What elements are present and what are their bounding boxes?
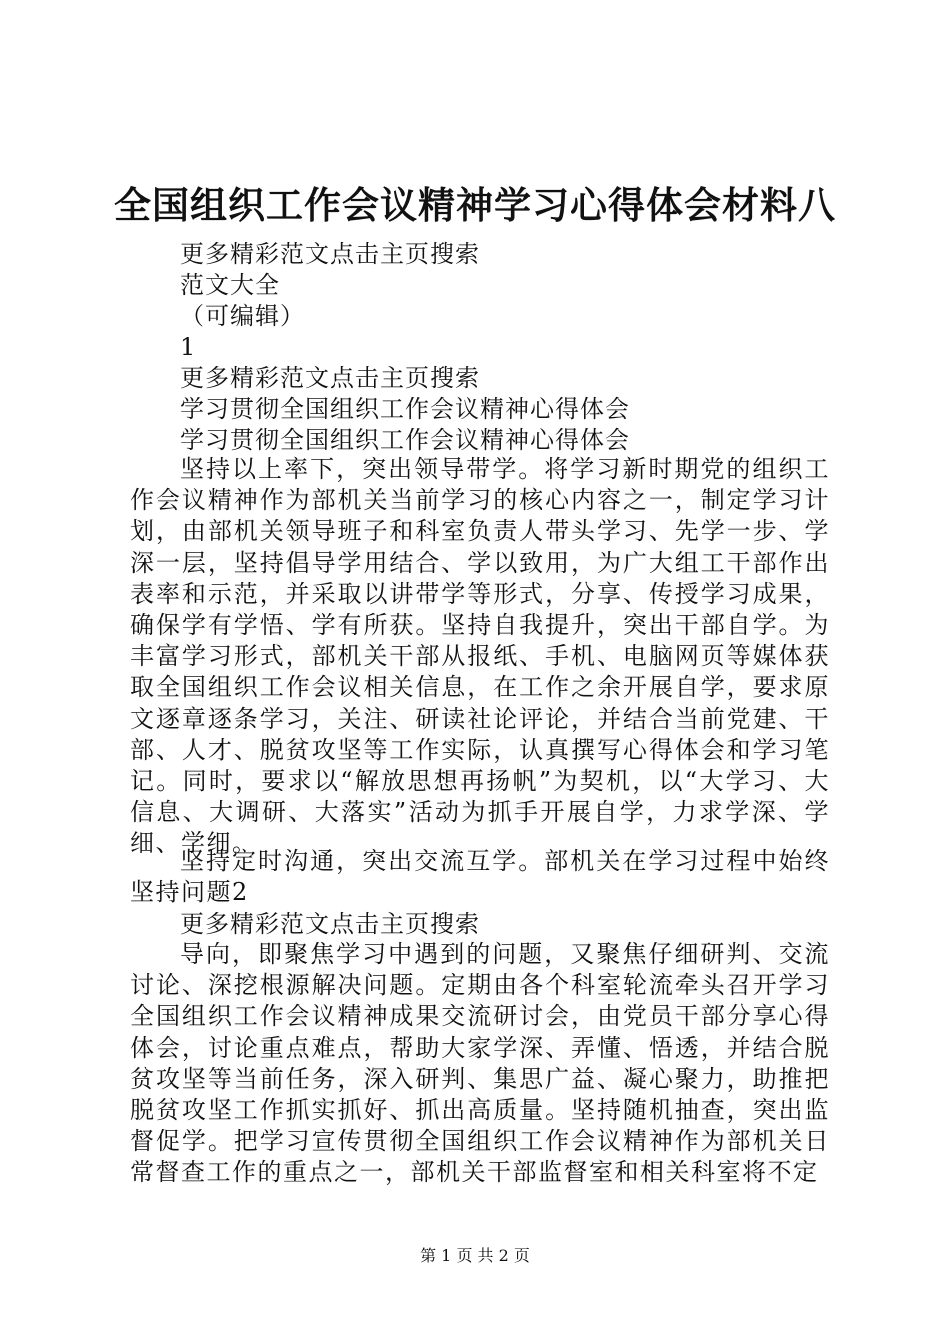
promo-line: 更多精彩范文点击主页搜索 [180,240,480,268]
subtitle-line: 学习贯彻全国组织工作会议精神心得体会 [180,426,630,454]
body-paragraph: 坚持以上率下，突出领导带学。将学习新时期党的组织工作会议精神作为部机关当前学习的核心内容之一，制定学习计划，由部机关领导班子和科室负责人带头学习、先学一步、学深一层，坚持倡导学用结合、学以致用，为广大组工干部作出表率和示范，并采取以讲带学等形式，分享、传授学习成果，确保学有学悟、学有所获。坚持自我提升，突出干部自学。为丰富学习形式，部机关干部从报纸、手机、电脑网页等媒体获取全国组织工作会议相关信息，在工作之余开展自学，要求原文逐章逐条学习，关注、研读社论评论，并结合当前党建、干部、人才、脱贫攻坚等工作实际，认真撰写心得体会和学习笔记。同时，要求以“解放思想再扬帆”为契机，以“大学习、大信息、大调研、大落实”活动为抓手开展自学，力求学深、学细、学细。 [130,455,830,858]
paragraph-text: 坚持定时沟通，突出交流互学。部机关在学习过程中始终坚持问题 [130,847,830,907]
body-paragraph [130,846,830,908]
promo-line: 更多精彩范文点击主页搜索 [180,364,480,392]
page-footer: 第 1 页 共 2 页 [420,1246,530,1265]
page-marker: 2 [232,878,249,907]
editable-note: （可编辑） [180,302,305,330]
promo-line: 更多精彩范文点击主页搜索 [180,910,480,938]
page-marker: 1 [180,333,197,361]
subtitle-line: 学习贯彻全国组织工作会议精神心得体会 [180,395,630,423]
document-title: 全国组织工作会议精神学习心得体会材料八 [114,184,836,227]
category-line: 范文大全 [180,271,280,299]
body-paragraph: 导向，即聚焦学习中遇到的问题，又聚焦仔细研判、交流讨论、深挖根源解决问题。定期由各个科室轮流牵头召开学习全国组织工作会议精神成果交流研讨会，由党员干部分享心得体会，讨论重点难点，帮助大家学深、弄懂、悟透，并结合脱贫攻坚等当前任务，深入研判、集思广益、凝心聚力，助推把脱贫攻坚工作抓实抓好、抓出高质量。坚持随机抽查，突出监督促学。把学习宣传贯彻全国组织工作会议精神作为部机关日常督查工作的重点之一，部机关干部监督室和相关科室将不定 [130,940,830,1187]
